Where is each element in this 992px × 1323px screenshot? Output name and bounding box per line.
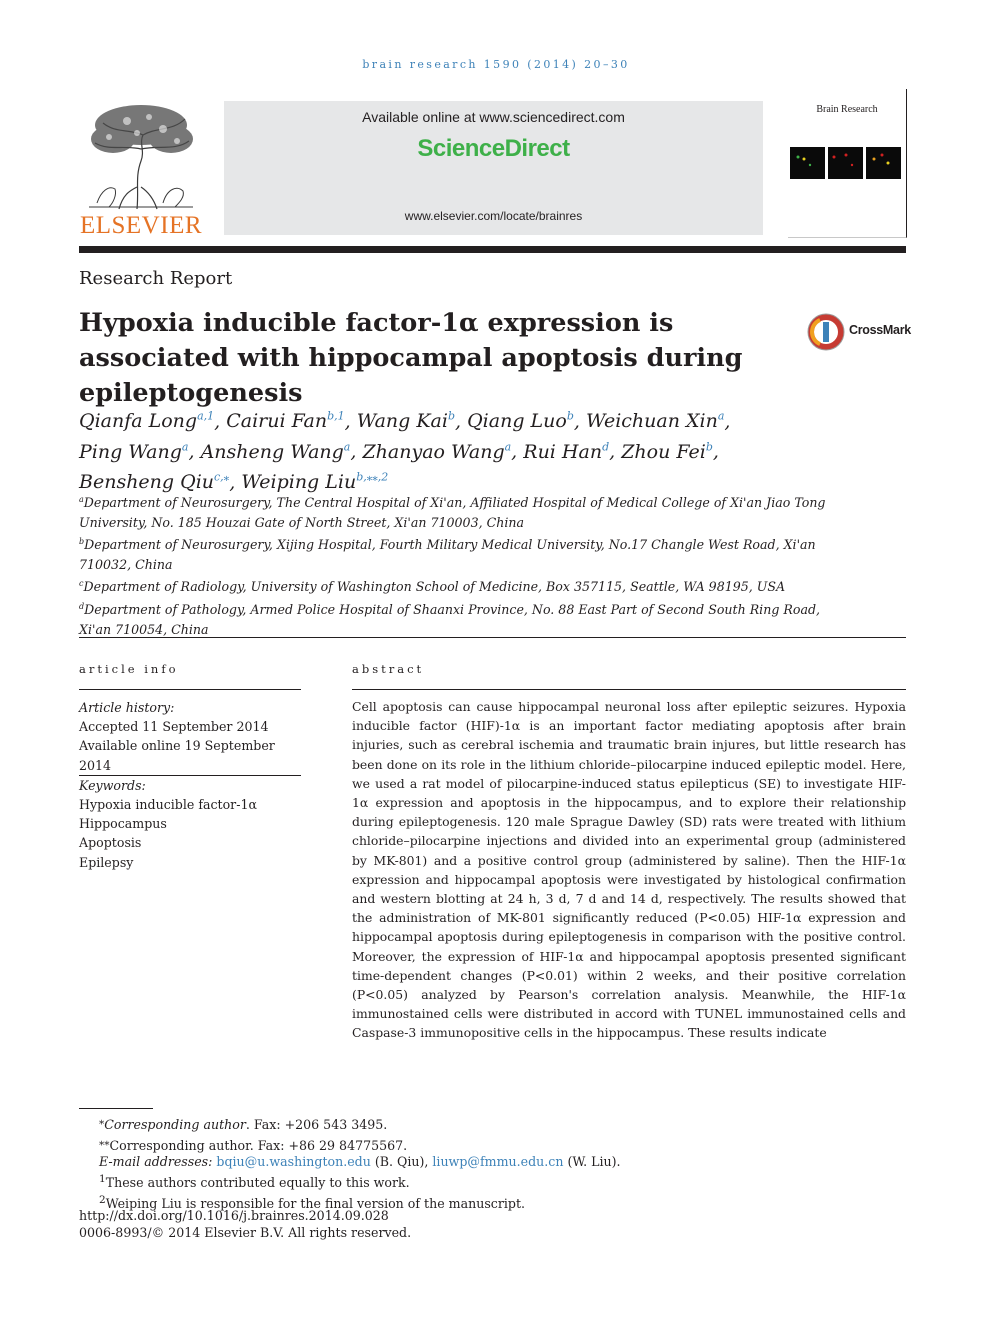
footnote-rule (79, 1108, 153, 1109)
abstract-text: Cell apoptosis can cause hippocampal neuronal loss after epileptic seizures. Hypoxia inducible factor (HIF)-1α is an important factor mediating apoptosis after brain injuries, such as cerebral ischemia and traumatic brain injures, but little research has been done on its role in the lithium chloride–pilocarpine induced epileptic model. Here, we used a rat model of pilocarpine-induced status epilepticus (SE) to investigate HIF-1α expression and apoptosis in the hippocampus, and to explore their relationship during epileptogenesis. 120 male Sprague Dawley (SD) rats were treated with lithium chloride–pilocarpine injections and divided into an experimental group (administered by MK-801) and a positive control group (administered by saline). Then the HIF-1α expression and hippocampal apoptosis were investigated by histological confirmation and western blotting at 24 h, 3 d, 7 d and 14 d, respectively. The results showed that the administration of MK-801 significantly reduced (P<0.05) HIF-1α expression and hippocampal apoptosis during epileptogenesis in comparison with the positive control. Moreover, the expression of HIF-1α and hippocampal apoptosis presented significant time-dependent changes (P<0.01) within 2 weeks, and their positive correlation (P<0.05) analyzed by Pearson's correlation analysis. Meanwhile, the HIF-1α immunostained cells were distributed in accord with TUNEL immunostained cells and Caspase-3 immunopositive cells in the hippocampus. These results indicate (352, 699, 906, 1041)
cover-journal-title: Brain Research (816, 104, 878, 115)
author[interactable]: Cairui Fan$^{b,1}$ (226, 410, 345, 433)
cover-image-panel (866, 147, 901, 179)
author[interactable]: Zhanyao Wang$^a$ (362, 440, 512, 463)
author[interactable]: Qiang Luo$^b$ (467, 410, 574, 433)
email-link[interactable]: liuwp@fmmu.edu.cn (432, 1154, 564, 1170)
available-date: Available online 19 September 2014 (79, 736, 301, 775)
affiliation: $^a$Department of Neurosurgery, The Central Hospital of Xi'an, Affiliated Hospital of Medical College of Xi'an Jiao Tong University, No. 185 Houzai Gate of North Street, Xi'an 710003, China (79, 495, 826, 530)
available-online-text: Available online at www.sciencedirect.com (362, 109, 625, 125)
header-rule (79, 246, 906, 253)
article-info-rule (79, 689, 301, 690)
journal-running-header: brain research 1590 (2014) 20–30 (362, 58, 630, 71)
copyright-line: 0006-8993/© 2014 Elsevier B.V. All rights reserved. (79, 1224, 412, 1240)
affiliation: $^d$Department of Pathology, Armed Police Hospital of Shaanxi Province, No. 88 East Part of Second South Ring Road, Xi'an 710054, China (79, 602, 821, 637)
keywords-label: Keywords: (79, 777, 146, 793)
footnote-corresponding-2: ⁎⁎Corresponding author. Fax: +86 29 84775567. (99, 1135, 408, 1153)
accepted-date: Accepted 11 September 2014 (79, 719, 269, 735)
journal-url[interactable]: www.elsevier.com/locate/brainres (404, 209, 583, 223)
doi-block (79, 1208, 411, 1241)
article-info-heading: article info (79, 662, 179, 676)
footnote-corresponding-1: ⁎Corresponding author. Fax: +206 543 3495. (99, 1115, 388, 1133)
elsevier-wordmark: ELSEVIER (79, 212, 203, 239)
footnote-responsibility: $^2$Weiping Liu is responsible for the final version of the manuscript. (99, 1193, 526, 1211)
email-link[interactable]: bqiu@u.washington.edu (216, 1154, 371, 1170)
article-info (79, 698, 301, 872)
footnote-equal-contribution: $^1$These authors contributed equally to this work. (99, 1172, 410, 1191)
article-type: Research Report (79, 268, 233, 289)
doi-link[interactable]: http://dx.doi.org/10.1016/j.brainres.2014.09.028 (79, 1208, 389, 1223)
author[interactable]: Ansheng Wang$^a$ (200, 440, 351, 463)
abstract-heading: abstract (352, 662, 425, 676)
sciencedirect-logo[interactable]: ScienceDirect (417, 135, 570, 162)
author[interactable]: Rui Han$^d$ (523, 440, 610, 463)
affiliation-list (79, 490, 839, 639)
author[interactable]: Weiping Liu$^{b,⁎⁎,2}$ (241, 470, 389, 493)
author[interactable]: Wang Kai$^b$ (356, 410, 456, 433)
author[interactable]: Qianfa Long$^{a,1}$ (79, 410, 215, 433)
article-title: Hypoxia inducible factor-1α expression is associated with hippocampal apoptosis during epileptogenesis (79, 308, 743, 408)
author-list: Qianfa Long$^{a,1}$, Cairui Fan$^{b,1}$, Wang Kai$^b$, Qiang Luo$^b$, Weichuan Xin$^a$, Ping Wang$^a$, Ansheng Wang$^a$, Zhanyao Wang$^a$, Rui Han$^d$, Zhou Fei$^b$, Bensheng Qiu$^{c,⁎}$, Weiping Liu$^{b,⁎⁎,2}$ (79, 410, 731, 493)
affiliation: $^b$Department of Neurosurgery, Xijing Hospital, Fourth Military Medical University, No.17 Changle West Road, Xi'an 710032, China (79, 537, 816, 572)
author[interactable]: Zhou Fei$^b$ (621, 440, 713, 463)
abstract-rule (352, 689, 906, 690)
history-label: Article history: (79, 700, 175, 715)
crossmark-label: CrossMark (849, 323, 911, 337)
keyword: Epilepsy (79, 854, 134, 870)
footnotes (79, 1113, 679, 1212)
cover-image-panel (828, 147, 863, 179)
keyword: Hippocampus (79, 816, 167, 832)
author[interactable]: Weichuan Xin$^a$ (585, 410, 725, 433)
author[interactable]: Bensheng Qiu$^{c,⁎}$ (79, 470, 230, 493)
cover-image-panel (790, 147, 825, 179)
section-divider (79, 637, 906, 638)
footnote-emails: E-mail addresses: bqiu@u.washington.edu (B. Qiu), liuwp@fmmu.edu.cn (W. Liu). (99, 1154, 621, 1170)
affiliation: $^c$Department of Radiology, University of Washington School of Medicine, Box 357115, Seattle, WA 98195, USA (79, 579, 786, 595)
keyword: Hypoxia inducible factor-1α (79, 797, 257, 813)
crossmark-icon (806, 312, 846, 352)
keyword: Apoptosis (79, 835, 142, 851)
author[interactable]: Ping Wang$^a$ (79, 440, 189, 463)
